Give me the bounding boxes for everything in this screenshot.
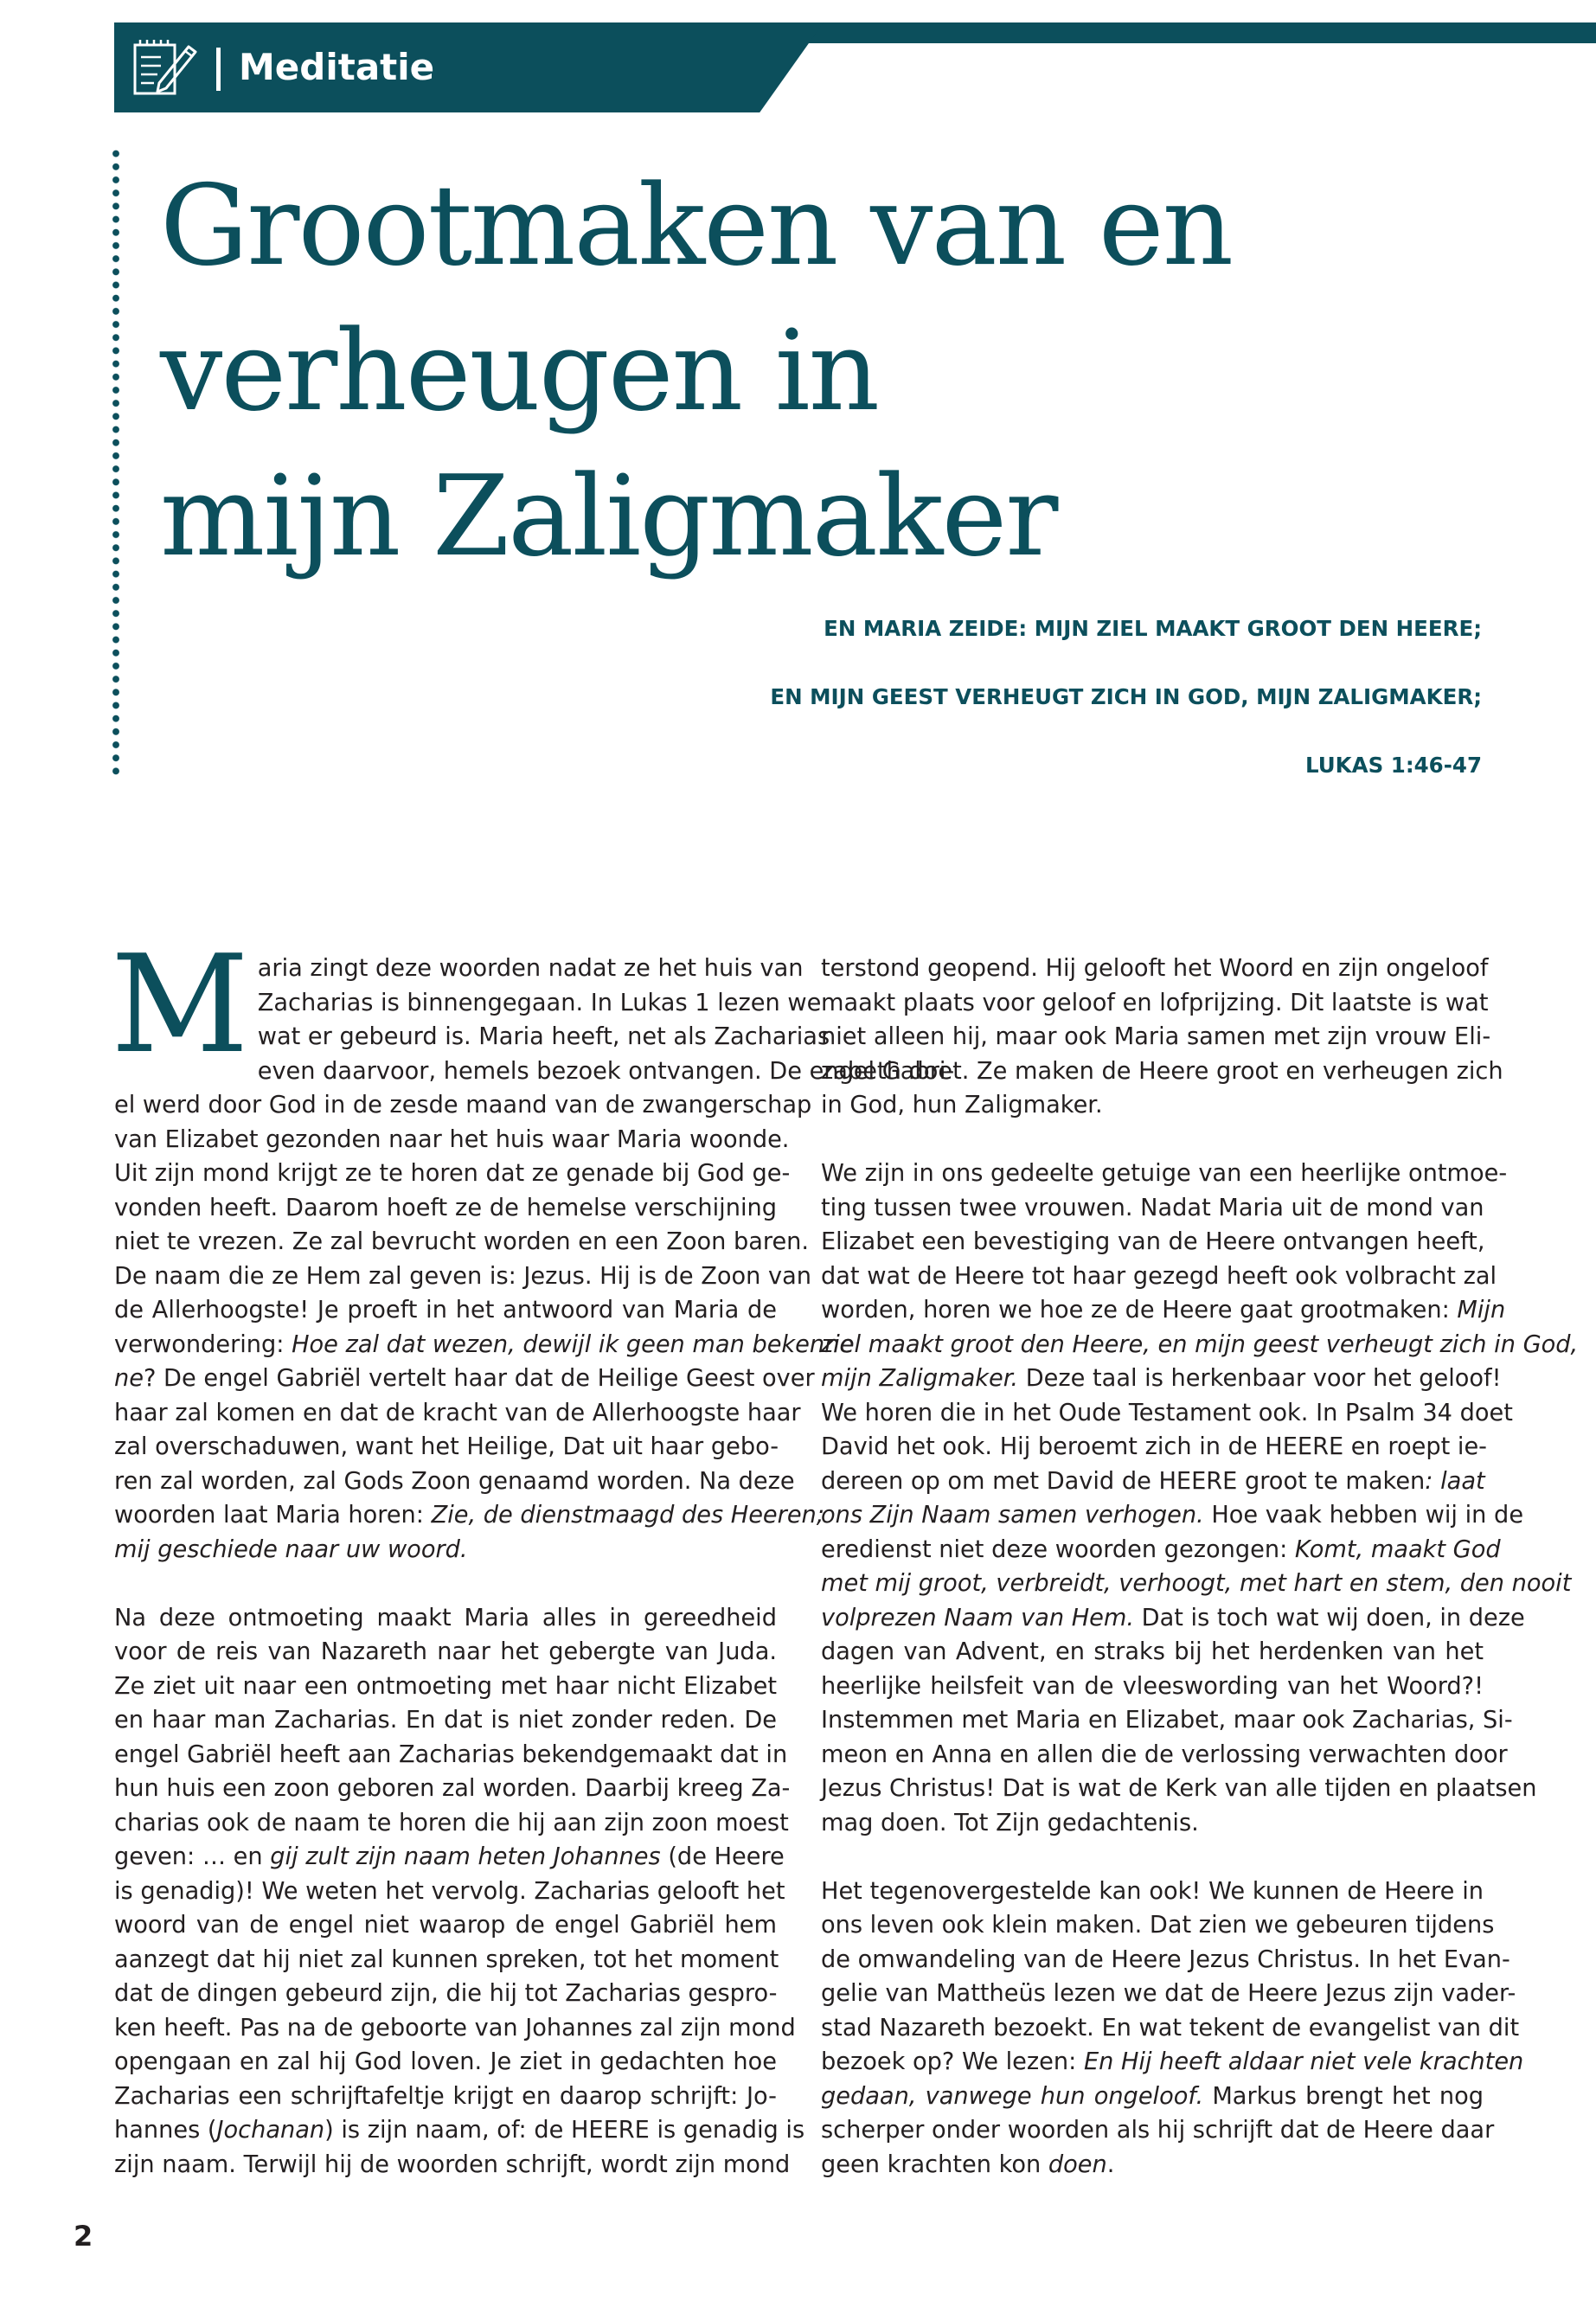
text-line: opengaan en zal hij God loven. Je ziet in gedachten hoe (114, 2048, 777, 2075)
text-line: David het ook. Hij beroemt zich in de HEERE en roept ie- (821, 1433, 1487, 1460)
page-number: 2 (74, 2220, 93, 2253)
text-line: aanzegt dat hij niet zal kunnen spreken, tot het moment (114, 1945, 779, 1973)
text-line: charias ook de naam te horen die hij aan zijn zoon moest (114, 1809, 789, 1836)
text-line (114, 1533, 777, 1567)
text-line: ne? De engel Gabriël vertelt haar dat de Heilige Geest over (114, 1365, 815, 1392)
text-line: Jezus Christus! Dat is wat de Kerk van alle tijden en plaatsen (821, 1775, 1537, 1802)
text-line: Ze ziet uit naar een ontmoeting met haar nicht Elizabet (114, 1672, 777, 1700)
text-line: engel Gabriël heeft aan Zacharias bekendgemaakt dat in (114, 1740, 788, 1768)
text-line: Instemmen met Maria en Elizabet, maar ook Zacharias, Si- (821, 1707, 1513, 1734)
scripture-quote: mij geschiede naar uw woord. (114, 1535, 468, 1563)
text-line: ren zal worden, zal Gods Zoon genaamd worden. Na deze (114, 1467, 795, 1495)
text-line: niet te vrezen. Ze zal bevrucht worden en een Zoon baren. (114, 1228, 810, 1255)
text-line: bezoek op? We lezen: En Hij heeft aldaar niet vele krachten (821, 2048, 1524, 2075)
epigraph-line-1: EN MARIA ZEIDE: MIJN ZIEL MAAKT GROOT DEN HEERE; (824, 616, 1482, 641)
scripture-quote: Zie, de dienstmaagd des Heeren; (431, 1502, 824, 1529)
title-line: Grootmaken van en (160, 162, 1233, 291)
text-line: de omwandeling van de Heere Jezus Christus. In het Evan- (821, 1945, 1510, 1973)
text-line: Uit zijn mond krijgt ze te horen dat ze genade bij God ge- (114, 1160, 791, 1187)
psalm-quote: volprezen Naam van Hem. (821, 1604, 1135, 1631)
text-line: Elizabet een bevestiging van de Heere ontvangen heeft, (821, 1228, 1485, 1255)
text-line: ken heeft. Pas na de geboorte van Johannes zal zijn mond (114, 2014, 796, 2041)
text-line: Zacharias is binnengegaan. In Lukas 1 lezen we (257, 989, 822, 1016)
psalm-quote: Komt, maakt God (1294, 1535, 1501, 1563)
text-line: worden, horen we hoe ze de Heere gaat grootmaken: Mijn (821, 1297, 1506, 1324)
text-line: gedaan, vanwege hun ongeloof. Markus brengt het nog (821, 2082, 1484, 2110)
hebrew-name: Jochanan (216, 2117, 325, 2144)
scripture-quote: ne (114, 1365, 144, 1392)
text-line: dereen op om met David de HEERE groot te maken: laat (821, 1467, 1485, 1495)
text-line: dagen van Advent, en straks bij het herdenken van het (821, 1638, 1484, 1665)
epigraph-reference: LUKAS 1:46-47 (1305, 753, 1482, 778)
text-line: in God, hun Zaligmaker. (821, 1092, 1103, 1118)
title-line: mijn Zaligmaker (160, 452, 1057, 581)
text-line: heerlijke heilsfeit van de vleeswording van het Woord?! (821, 1672, 1484, 1700)
text-line (821, 1567, 1572, 1601)
text-line: geven: … en gij zult zijn naam heten Johannes (de Heere (114, 1843, 785, 1870)
text-line: mijn Zaligmaker. Deze taal is herkenbaar voor het geloof! (821, 1365, 1502, 1392)
paragraph (821, 952, 1503, 1123)
notepad-pen-icon (130, 35, 199, 99)
paragraph (114, 1601, 805, 2182)
text-line: volprezen Naam van Hem. Dat is toch wat wij doen, in deze (821, 1604, 1525, 1631)
text-line: zabeth doet. Ze maken de Heere groot en verheugen zich (821, 1057, 1503, 1085)
body-column-right (821, 952, 1579, 2216)
scripture-quote: doen (1048, 2150, 1107, 2178)
scripture-quote: ziel maakt groot den Heere, en mijn geest verheugt zich in God, (821, 1330, 1579, 1358)
text-line: ons leven ook klein maken. Dat zien we gebeuren tijdens (821, 1912, 1495, 1939)
psalm-quote: met mij groot, verbreidt, verhoogt, met hart en stem, den nooit (821, 1570, 1572, 1597)
epigraph-line-2: EN MIJN GEEST VERHEUGT ZICH IN GOD, MIJN ZALIGMAKER; (770, 684, 1482, 709)
text-line: Zacharias een schrijftafeltje krijgt en daarop schrijft: Jo- (114, 2082, 777, 2110)
text-line: scherper onder woorden als hij schrijft dat de Heere daar (821, 2117, 1495, 2144)
title-line: verheugen in (160, 307, 879, 436)
paragraph (821, 1157, 1579, 1840)
drop-cap: M (111, 926, 249, 1083)
scripture-quote: gij zult zijn naam heten Johannes (270, 1843, 661, 1870)
article-title (160, 154, 1232, 590)
text-line: zal overschaduwen, want het Heilige, Dat uit haar gebo- (114, 1433, 779, 1460)
text-line (821, 1328, 1579, 1362)
text-line: We zijn in ons gedeelte getuige van een heerlijke ontmoe- (821, 1160, 1508, 1187)
text-line: dat de dingen gebeurd zijn, die hij tot Zacharias gespro- (114, 1980, 778, 2007)
text-line: stad Nazareth bezoekt. En wat tekent de evangelist van dit (821, 2014, 1520, 2041)
text-line: de Allerhoogste! Je proeft in het antwoord van Maria de (114, 1297, 777, 1324)
text-line: woorden laat Maria horen: Zie, de dienstmaagd des Heeren; (114, 1502, 824, 1529)
text-line: is genadig)! We weten het vervolg. Zacharias gelooft het (114, 1877, 785, 1905)
text-line: gelie van Mattheüs lezen we dat de Heere Jezus zijn vader- (821, 1980, 1516, 2007)
scripture-quote: Mijn (1457, 1297, 1506, 1324)
text-line: maakt plaats voor geloof en lofprijzing. Dit laatste is wat (821, 989, 1489, 1016)
text-line: Het tegenovergestelde kan ook! We kunnen de Heere in (821, 1877, 1484, 1905)
text-line: aria zingt deze woorden nadat ze het huis van (257, 955, 804, 982)
text-line: woord van de engel niet waarop de engel Gabriël hem (114, 1912, 777, 1939)
section-label: Meditatie (239, 46, 435, 88)
title-dotted-rule (112, 147, 120, 779)
text-line: terstond geopend. Hij gelooft het Woord en zijn ongeloof (821, 955, 1489, 982)
text-line: vonden heeft. Daarom hoeft ze de hemelse verschijning (114, 1194, 777, 1221)
text-line: hannes (Jochanan) is zijn naam, of: de HEERE is genadig is (114, 2117, 805, 2144)
text-line: meon en Anna en allen die de verlossing verwachten door (821, 1740, 1508, 1768)
text-line: We horen die in het Oude Testament ook. In Psalm 34 doet (821, 1399, 1513, 1426)
text-line: van Elizabet gezonden naar het huis waar Maria woonde. (114, 1125, 790, 1153)
header-band-line (761, 22, 1596, 43)
text-line: mag doen. Tot Zijn gedachtenis. (821, 1809, 1199, 1836)
scripture-quote: ons Zijn Naam samen verhogen. (821, 1502, 1204, 1529)
header-band (114, 22, 824, 112)
text-line: ting tussen twee vrouwen. Nadat Maria uit de mond van (821, 1194, 1484, 1221)
text-line: wat er gebeurd is. Maria heeft, net als Zacharias (257, 1023, 830, 1050)
text-line: voor de reis van Nazareth naar het gebergte van Juda. (114, 1638, 777, 1665)
text-line: hun huis een zoon geboren zal worden. Daarbij kreeg Za- (114, 1775, 791, 1802)
text-line: en haar man Zacharias. En dat is niet zonder reden. De (114, 1707, 777, 1734)
text-line: verwondering: Hoe zal dat wezen, dewijl ik geen man bekenne (114, 1330, 855, 1358)
header-divider (216, 48, 221, 91)
scripture-quote: : laat (1425, 1467, 1485, 1495)
paragraph (821, 1875, 1524, 2182)
text-line: ons Zijn Naam samen verhogen. Hoe vaak hebben wij in de (821, 1502, 1524, 1529)
text-line: el werd door God in de zesde maand van de zwangerschap (114, 1092, 812, 1118)
scripture-quote: mijn Zaligmaker. (821, 1365, 1019, 1392)
scripture-quote: Hoe zal dat wezen, dewijl ik geen man bekenne (292, 1330, 855, 1358)
scripture-quote: En Hij heeft aldaar niet vele krachten (1083, 2048, 1524, 2075)
text-line: geen krachten kon doen. (821, 2150, 1115, 2178)
text-line: dat wat de Heere tot haar gezegd heeft ook volbracht zal (821, 1262, 1497, 1290)
text-line: eredienst niet deze woorden gezongen: Komt, maakt God (821, 1535, 1501, 1563)
text-line: Na deze ontmoeting maakt Maria alles in gereedheid (114, 1604, 777, 1631)
text-line: De naam die ze Hem zal geven is: Jezus. Hij is de Zoon van (114, 1262, 812, 1290)
text-line: niet alleen hij, maar ook Maria samen met zijn vrouw Eli- (821, 1023, 1491, 1050)
text-line: zijn naam. Terwijl hij de woorden schrijft, wordt zijn mond (114, 2150, 791, 2178)
text-line: haar zal komen en dat de kracht van de Allerhoogste haar (114, 1399, 801, 1426)
text-line: even daarvoor, hemels bezoek ontvangen. De engel Gabri- (257, 1057, 955, 1085)
scripture-quote: gedaan, vanwege hun ongeloof. (821, 2082, 1204, 2110)
